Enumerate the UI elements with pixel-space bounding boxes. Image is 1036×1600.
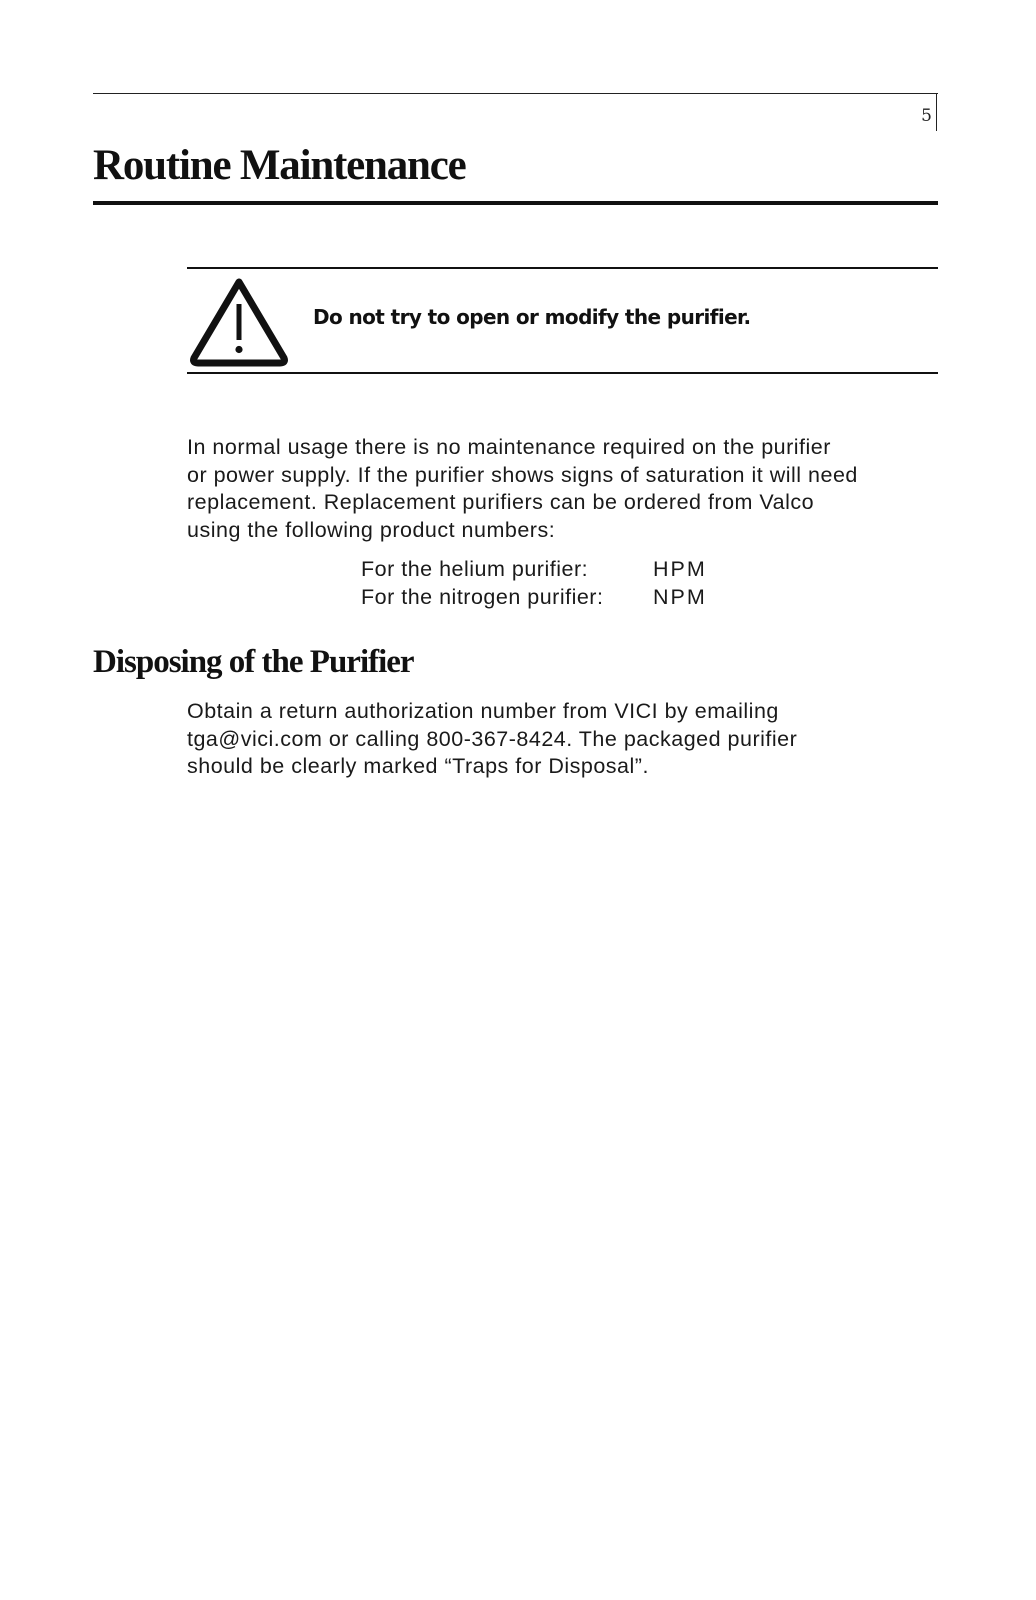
warning-callout (187, 267, 938, 374)
warning-text: Do not try to open or modify the purifier. (313, 305, 751, 329)
text-line: using the following product numbers: (187, 517, 556, 542)
title-rule (93, 201, 938, 205)
disposal-heading: Disposing of the Purifier (93, 644, 414, 680)
text-line: In normal usage there is no maintenance required on the purifier (187, 435, 831, 459)
page-number-tick (936, 93, 937, 131)
warning-triangle-icon (187, 274, 291, 368)
text-line: tga@vici.com or calling 800-367-8424. The packaged purifier (187, 726, 798, 751)
page-number: 5 (921, 106, 932, 126)
product-row-helium (361, 557, 707, 585)
product-number-table (361, 557, 707, 613)
text-line: Obtain a return authorization number from VICI by emailing (187, 699, 779, 723)
product-row-nitrogen (361, 585, 707, 613)
text-line: or power supply. If the purifier shows signs of saturation it will need (187, 462, 858, 487)
maintenance-paragraph (187, 434, 947, 544)
product-code: NPM (653, 585, 707, 609)
product-label: For the helium purifier: (361, 557, 589, 581)
disposal-paragraph (187, 698, 947, 781)
text-line: replacement. Replacement purifiers can be ordered from Valco (187, 490, 815, 514)
product-label: For the nitrogen purifier: (361, 585, 604, 609)
product-code: HPM (653, 557, 707, 581)
header-rule (93, 93, 938, 94)
text-line: should be clearly marked “Traps for Disposal”. (187, 754, 649, 778)
page-title: Routine Maintenance (93, 142, 466, 189)
